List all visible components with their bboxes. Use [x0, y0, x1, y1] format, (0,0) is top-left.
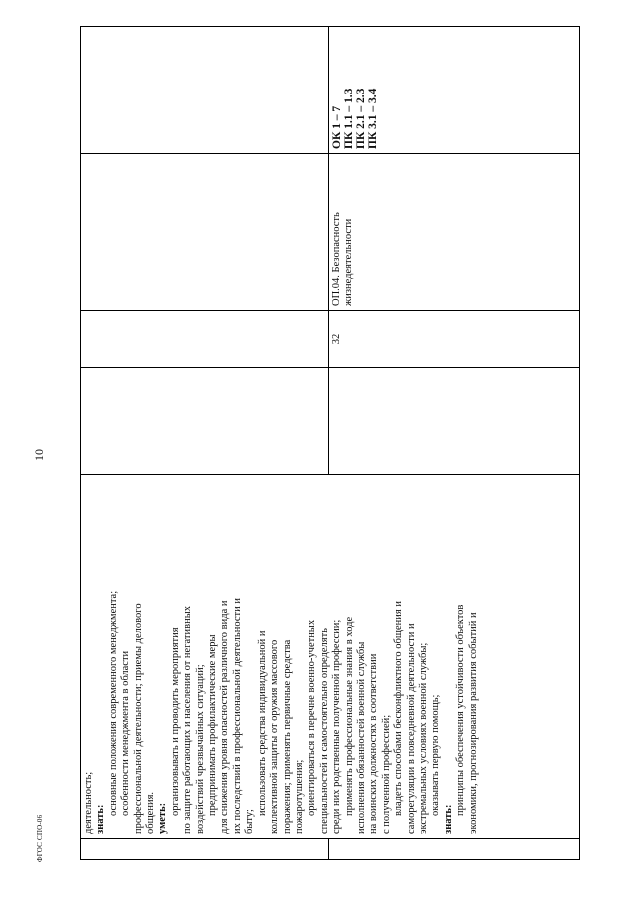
content-line: поражения; применять первичные средства — [281, 639, 293, 834]
content-line: профессиональной деятельности; приемы делового — [132, 603, 144, 834]
content-line: на воинских должностях в соответствии — [368, 653, 380, 834]
content-line: уметь: — [157, 802, 169, 834]
hours-value: 32 — [331, 333, 342, 345]
content-line: по защите работающих и населения от негативных — [182, 605, 194, 834]
cell-index — [81, 839, 329, 860]
content-line: экстремальных условиях военной службы; — [417, 642, 429, 834]
table-row-previous — [81, 27, 329, 860]
content-line: знать: — [442, 804, 454, 834]
cell-index-2 — [329, 839, 580, 860]
content-line: экономики, прогнозирования развития событий и — [467, 612, 479, 834]
content-line: оказывать первую помощь; — [430, 694, 442, 816]
cell-hours — [329, 311, 580, 368]
cell-competences — [329, 27, 580, 154]
content-line: общения. — [145, 791, 157, 834]
content-line: воздействий чрезвычайных ситуаций; — [194, 664, 206, 834]
content-line: саморегуляции в повседневной деятельности и — [405, 623, 417, 834]
content-line: специальностей и самостоятельно определять — [318, 628, 330, 834]
content-line: знать: — [95, 804, 107, 834]
content-line: среди них родственные полученной профессии; — [331, 619, 343, 834]
page-number: 10 — [32, 449, 46, 461]
curriculum-table — [80, 26, 580, 860]
content-line: с полученной профессией; — [380, 714, 392, 834]
content-line: основные положения современного менеджмента; — [107, 590, 119, 816]
content-line: использовать средства индивидуальной и — [256, 630, 268, 816]
discipline-line-2: жизнедеятельности — [343, 218, 355, 306]
content-line: особенности менеджмента в области — [120, 650, 132, 816]
cell-hours-prev — [81, 311, 329, 368]
discipline-line-1: ОП.04. Безопасность — [331, 212, 342, 306]
content-lines — [83, 479, 480, 834]
content-line: их последствий в профессиональной деятельности и — [231, 598, 243, 834]
competence-pk2: ПК 2.1 – 2.3 — [355, 88, 367, 149]
content-line: владеть способами бесконфликтного общения и — [393, 601, 405, 816]
content-line: быту; — [244, 809, 256, 834]
cell-content — [81, 475, 580, 839]
content-line: пожаротушения; — [293, 759, 305, 834]
content-line: исполнения обязанностей военной службы — [355, 641, 367, 834]
competence-pk1: ПК 1.1 – 1.3 — [343, 88, 355, 149]
cell-competences-prev — [81, 27, 329, 154]
cell-max-load-prev — [81, 368, 329, 475]
competence-pk3: ПК 3.1 – 3.4 — [367, 88, 379, 149]
content-line: применять профессиональные знания в ходе — [343, 616, 355, 816]
content-line: организовывать и проводить мероприятия — [169, 627, 181, 816]
cell-max-load — [329, 368, 580, 475]
competence-ok: ОК 1 – 7 — [331, 105, 343, 149]
content-line: коллективной защиты от оружия массового — [269, 639, 281, 834]
content-line: ориентироваться в перечне военно-учетных — [306, 619, 318, 816]
cell-discipline — [329, 154, 580, 311]
rotated-table-container — [80, 50, 580, 860]
footer-standard-code: ФГОС СПО-06 — [36, 814, 44, 862]
content-line: принципы обеспечения устойчивости объектов — [455, 604, 467, 816]
cell-discipline-prev — [81, 154, 329, 311]
content-line: для снижения уровня опасностей различного вида и — [219, 600, 231, 834]
content-line: предпринимать профилактические меры — [207, 634, 219, 816]
content-line: деятельность; — [83, 771, 94, 834]
